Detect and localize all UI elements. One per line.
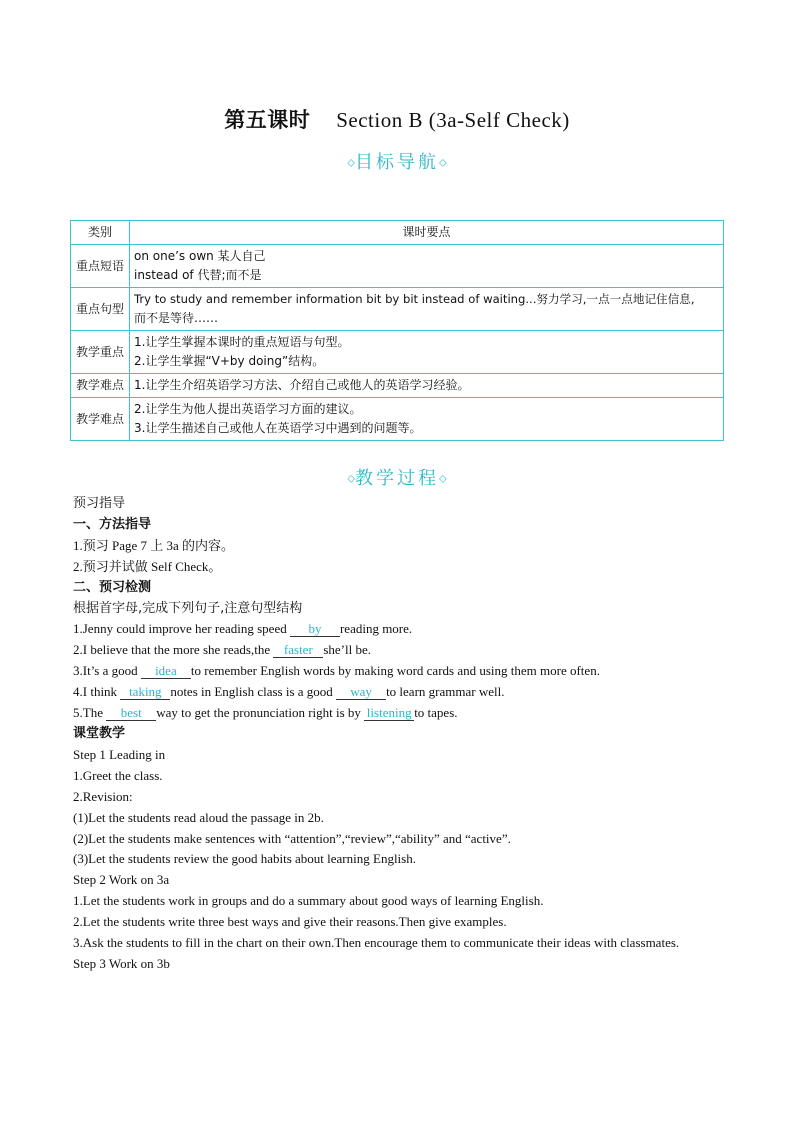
table-line: 1.让学生掌握本课时的重点短语与句型。 <box>134 335 350 349</box>
exercise-text: 4.I think <box>73 684 121 700</box>
section-heading-goals <box>0 148 794 174</box>
exercise-answer: listening <box>364 706 414 721</box>
section-heading-process-text: 教学过程 <box>355 468 439 489</box>
table-row <box>71 288 724 331</box>
method-item: 1.预习 Page 7 上 3a 的内容。 <box>73 537 235 553</box>
table-cell-category: 重点句型 <box>71 288 130 331</box>
exercise-text: notes in English class is a good <box>170 684 337 700</box>
exercise-answer: taking <box>120 685 170 700</box>
table-header-category: 类别 <box>71 221 130 245</box>
exercise-answer: way <box>336 685 386 700</box>
title-english: Section B (3a-Self Check) <box>336 108 570 132</box>
exercise-answer: faster <box>273 643 323 658</box>
exercise-text: to tapes. <box>414 705 458 721</box>
step-item: (1)Let the students read aloud the passage in 2b. <box>73 809 324 825</box>
table-cell-content <box>130 374 724 398</box>
step-item: (3)Let the students review the good habits about learning English. <box>73 851 416 867</box>
table-line: on one’s own 某人自己 <box>134 249 266 263</box>
table-cell-content <box>130 288 724 331</box>
exercise-answer: idea <box>141 664 191 679</box>
table-cell-category: 重点短语 <box>71 245 130 288</box>
diamond-icon: ◇ <box>439 157 447 169</box>
table-row <box>71 374 724 398</box>
section-heading-goals-text: 目标导航 <box>355 152 439 173</box>
step-heading: Step 3 Work on 3b <box>73 955 170 971</box>
table-cell-content <box>130 331 724 374</box>
table-cell-category: 教学难点 <box>71 398 130 441</box>
diamond-icon: ◇ <box>347 157 355 169</box>
table-line: 2.让学生掌握“V+by doing”结构。 <box>134 354 325 368</box>
step-item: 1.Greet the class. <box>73 767 163 783</box>
exercise-item <box>73 703 723 724</box>
exercise-item <box>73 640 723 661</box>
exercise-item <box>73 661 723 682</box>
title-chinese: 第五课时 <box>224 107 311 132</box>
classroom-heading: 课堂教学 <box>73 725 126 741</box>
table-row <box>71 398 724 441</box>
table-header-row <box>71 221 724 245</box>
page-title <box>0 104 794 134</box>
key-points-table <box>70 220 724 441</box>
table-line: 3.让学生描述自己或他人在英语学习中遇到的问题等。 <box>134 421 422 435</box>
table-row <box>71 331 724 374</box>
diamond-icon: ◇ <box>347 473 355 485</box>
step-item: 2.Revision: <box>73 788 133 804</box>
exercise-text: reading more. <box>339 621 413 637</box>
table-line: instead of 代替;而不是 <box>134 268 262 282</box>
table-cell-category: 教学重点 <box>71 331 130 374</box>
step-item: 1.Let the students work in groups and do a summary about good ways of learning English. <box>73 893 544 909</box>
check-heading: 二、预习检测 <box>73 579 152 595</box>
exercise-text: she’ll be. <box>323 642 371 658</box>
preview-heading: 预习指导 <box>73 496 126 511</box>
table-line: 2.让学生为他人提出英语学习方面的建议。 <box>134 402 362 416</box>
step-heading: Step 1 Leading in <box>73 746 166 762</box>
method-item: 2.预习并试做 Self Check。 <box>73 558 222 574</box>
section-heading-process <box>0 464 794 490</box>
table-row <box>71 245 724 288</box>
table-header-points: 课时要点 <box>130 221 724 245</box>
step-item: 2.Let the students write three best ways and give their reasons.Then give examples. <box>73 914 507 930</box>
method-heading: 一、方法指导 <box>73 516 152 532</box>
lesson-body <box>73 494 723 975</box>
exercise-text: 2.I believe that the more she reads,the <box>73 642 274 658</box>
exercise-text: to remember English words by making word cards and using them more often. <box>190 663 600 679</box>
table-cell-category: 教学难点 <box>71 374 130 398</box>
exercise-text: 5.The <box>73 705 107 721</box>
exercise-answer: by <box>290 622 340 637</box>
table-line: 1.让学生介绍英语学习方法、介绍自己或他人的英语学习经验。 <box>134 378 470 392</box>
step-heading: Step 2 Work on 3a <box>73 872 170 888</box>
table-cell-content <box>130 398 724 441</box>
check-instruction: 根据首字母,完成下列句子,注意句型结构 <box>73 600 303 616</box>
table-line: Try to study and remember information bit by bit instead of waiting...努力学习,一点一点地记住信息, <box>134 292 695 306</box>
step-item: 3.Ask the students to fill in the chart on their own.Then encourage them to communicate their ideas with classmates. <box>73 935 680 951</box>
exercise-text: way to get the pronunciation right is by <box>156 705 365 721</box>
exercise-text: 3.It’s a good <box>73 663 141 679</box>
exercise-item <box>73 619 723 640</box>
step-item: (2)Let the students make sentences with “attention”,“review”,“ability” and “active”. <box>73 830 511 846</box>
exercise-text: to learn grammar well. <box>386 684 505 700</box>
diamond-icon: ◇ <box>439 473 447 485</box>
table-cell-content <box>130 245 724 288</box>
exercise-answer: best <box>106 706 156 721</box>
exercise-text: 1.Jenny could improve her reading speed <box>73 621 290 637</box>
table-line: 而不是等待…… <box>134 311 219 325</box>
exercise-item <box>73 682 723 703</box>
